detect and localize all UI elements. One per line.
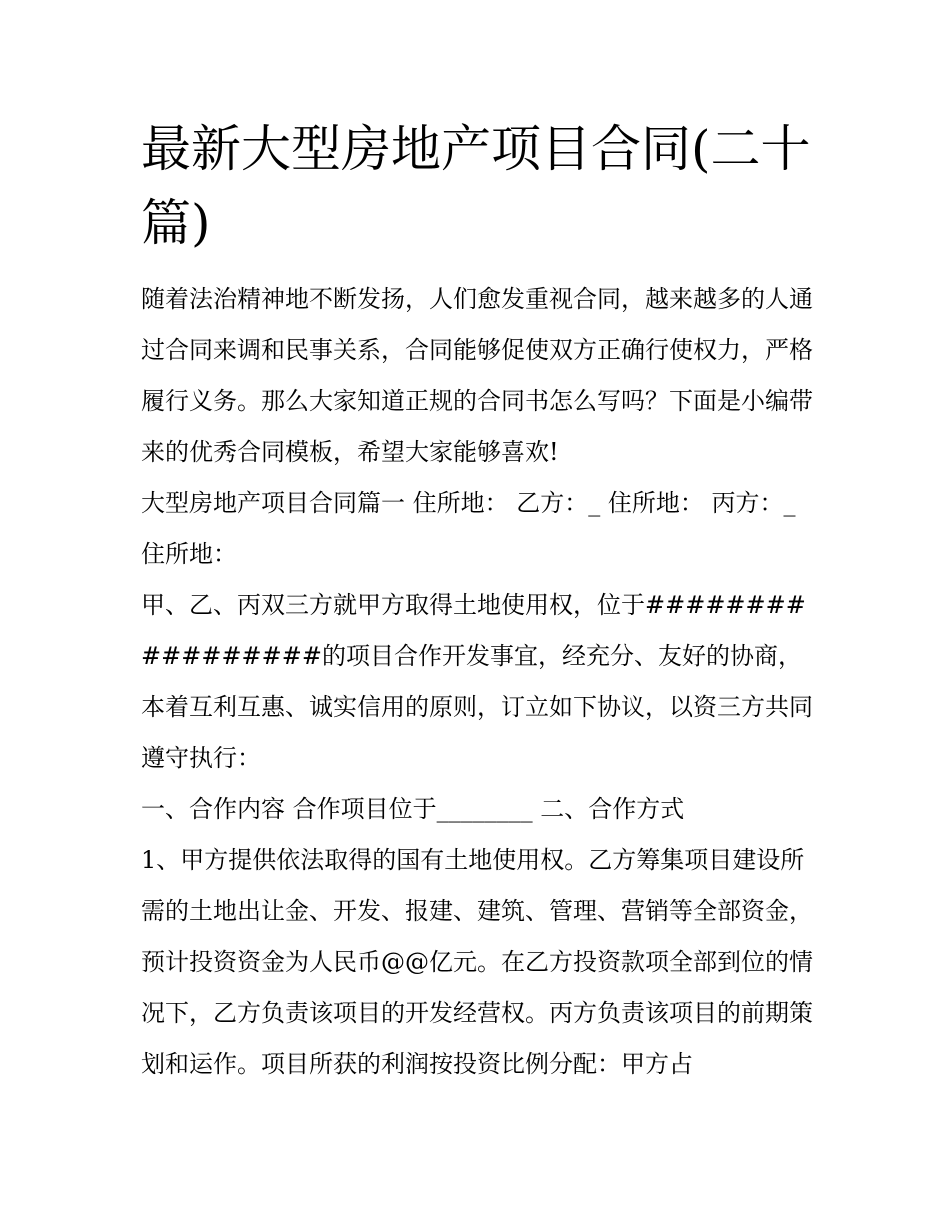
- section-cooperation-content: 一、合作内容 合作项目位于________ 二、合作方式: [141, 795, 685, 823]
- document-body: [141, 112, 813, 1090]
- agreement-preamble-paragraph: 甲、乙、丙双三方就甲方取得土地使用权，位于#################的项目合作开发事宜，经充分、友好的协商，本着互利互惠、诚实信用的原则，订立如下协议，以资三方共同遵守执行：: [141, 591, 813, 772]
- document-title: 最新大型房地产项目合同(二十篇): [141, 120, 811, 252]
- intro-paragraph: 随着法治精神地不断发扬，人们愈发重视合同，越来越多的人通过合同来调和民事关系，合同能够促使双方正确行使权力，严格履行义务。那么大家知道正规的合同书怎么写吗？下面是小编带来的优秀合同模板，希望大家能够喜欢!: [141, 285, 813, 466]
- contract-parties-paragraph: 大型房地产项目合同篇一 住所地： 乙方：_ 住所地： 丙方：_ 住所地：: [141, 489, 796, 568]
- clause-1-paragraph: 1、甲方提供依法取得的国有土地使用权。乙方筹集项目建设所需的土地出让金、开发、报建、建筑、管理、营销等全部资金，预计投资资金为人民币@@亿元。在乙方投资款项全部到位的情况下，乙方负责该项目的开发经营权。丙方负责该项目的前期策划和运作。项目所获的利润按投资比例分配：甲方占: [141, 846, 813, 1078]
